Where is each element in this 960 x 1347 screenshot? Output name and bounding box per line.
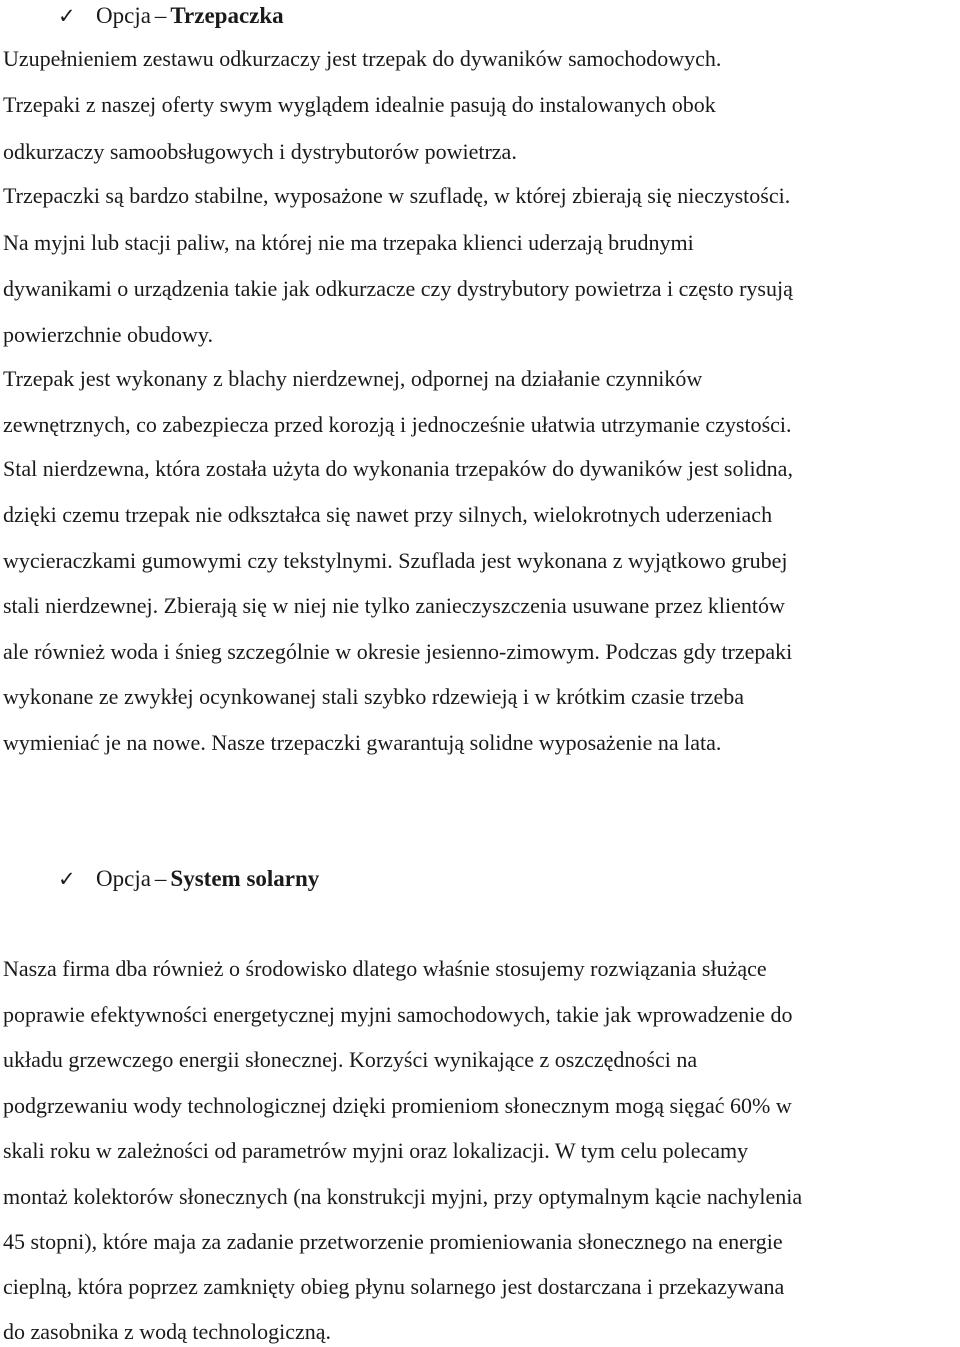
text-line: cieplną, która poprzez zamknięty obieg płynu solarnego jest dostarczana i przekazywana: [3, 1274, 785, 1299]
text-line: montaż kolektorów słonecznych (na konstrukcji myjni, przy optymalnym kącie nachylenia: [3, 1184, 803, 1209]
text-line: Trzepaczki są bardzo stabilne, wyposażone w szufladę, w której zbierają się nieczystości.: [3, 183, 791, 208]
text-line: poprawie efektywności energetycznej myjni samochodowych, takie jak wprowadzenie do: [3, 1002, 793, 1027]
checkmark-icon: ✓: [58, 4, 76, 28]
text-line: wymieniać je na nowe. Nasze trzepaczki gwarantują solidne wyposażenie na lata.: [3, 730, 722, 755]
text-line: stali nierdzewnej. Zbierają się w niej nie tylko zanieczyszczenia usuwane przez klientów: [3, 593, 785, 618]
text-line: Stal nierdzewna, która została użyta do wykonania trzepaków do dywaników jest solidna,: [3, 456, 793, 481]
text-line: powierzchnie obudowy.: [3, 322, 213, 347]
text-line: skali roku w zależności od parametrów myjni oraz lokalizacji. W tym celu polecamy: [3, 1138, 749, 1163]
heading-prefix: Opcja: [96, 3, 151, 28]
section-heading-trzepaczka: [58, 1, 284, 31]
heading-dash: –: [154, 866, 167, 891]
text-line: dywanikami o urządzenia takie jak odkurzacze czy dystrybutory powietrza i często rysują: [3, 276, 793, 301]
heading-prefix: Opcja: [96, 866, 151, 891]
text-line: Trzepak jest wykonany z blachy nierdzewnej, odpornej na działanie czynników: [3, 366, 703, 391]
text-line: układu grzewczego energii słonecznej. Korzyści wynikające z oszczędności na: [3, 1047, 698, 1072]
text-line: podgrzewaniu wody technologicznej dzięki promieniom słonecznym mogą sięgać 60% w: [3, 1093, 792, 1118]
text-line: wykonane ze zwykłej ocynkowanej stali szybko rdzewieją i w krótkim czasie trzeba: [3, 684, 744, 709]
heading-title: Trzepaczka: [170, 3, 284, 28]
text-line: odkurzaczy samoobsługowych i dystrybutorów powietrza.: [3, 139, 517, 164]
text-line: 45 stopni), które maja za zadanie przetworzenie promieniowania słonecznego na energie: [3, 1229, 783, 1254]
text-line: Uzupełnieniem zestawu odkurzaczy jest trzepak do dywaników samochodowych.: [3, 46, 722, 71]
checkmark-icon: ✓: [58, 867, 76, 891]
text-line: Na myjni lub stacji paliw, na której nie ma trzepaka klienci uderzają brudnymi: [3, 230, 694, 255]
heading-dash: –: [154, 3, 167, 28]
text-line: ale również woda i śnieg szczególnie w okresie jesienno-zimowym. Podczas gdy trzepaki: [3, 639, 793, 664]
text-line: dzięki czemu trzepak nie odkształca się nawet przy silnych, wielokrotnych uderzeniach: [3, 502, 773, 527]
text-line: zewnętrznych, co zabezpiecza przed korozją i jednocześnie ułatwia utrzymanie czystości.: [3, 412, 792, 437]
heading-title: System solarny: [170, 866, 320, 891]
text-line: Nasza firma dba również o środowisko dlatego właśnie stosujemy rozwiązania służące: [3, 956, 767, 981]
section-heading-system-solarny: [58, 864, 319, 894]
text-line: wycieraczkami gumowymi czy tekstylnymi. Szuflada jest wykonana z wyjątkowo grubej: [3, 548, 788, 573]
text-line: do zasobnika z wodą technologiczną.: [3, 1319, 332, 1344]
text-line: Trzepaki z naszej oferty swym wyglądem idealnie pasują do instalowanych obok: [3, 92, 716, 117]
